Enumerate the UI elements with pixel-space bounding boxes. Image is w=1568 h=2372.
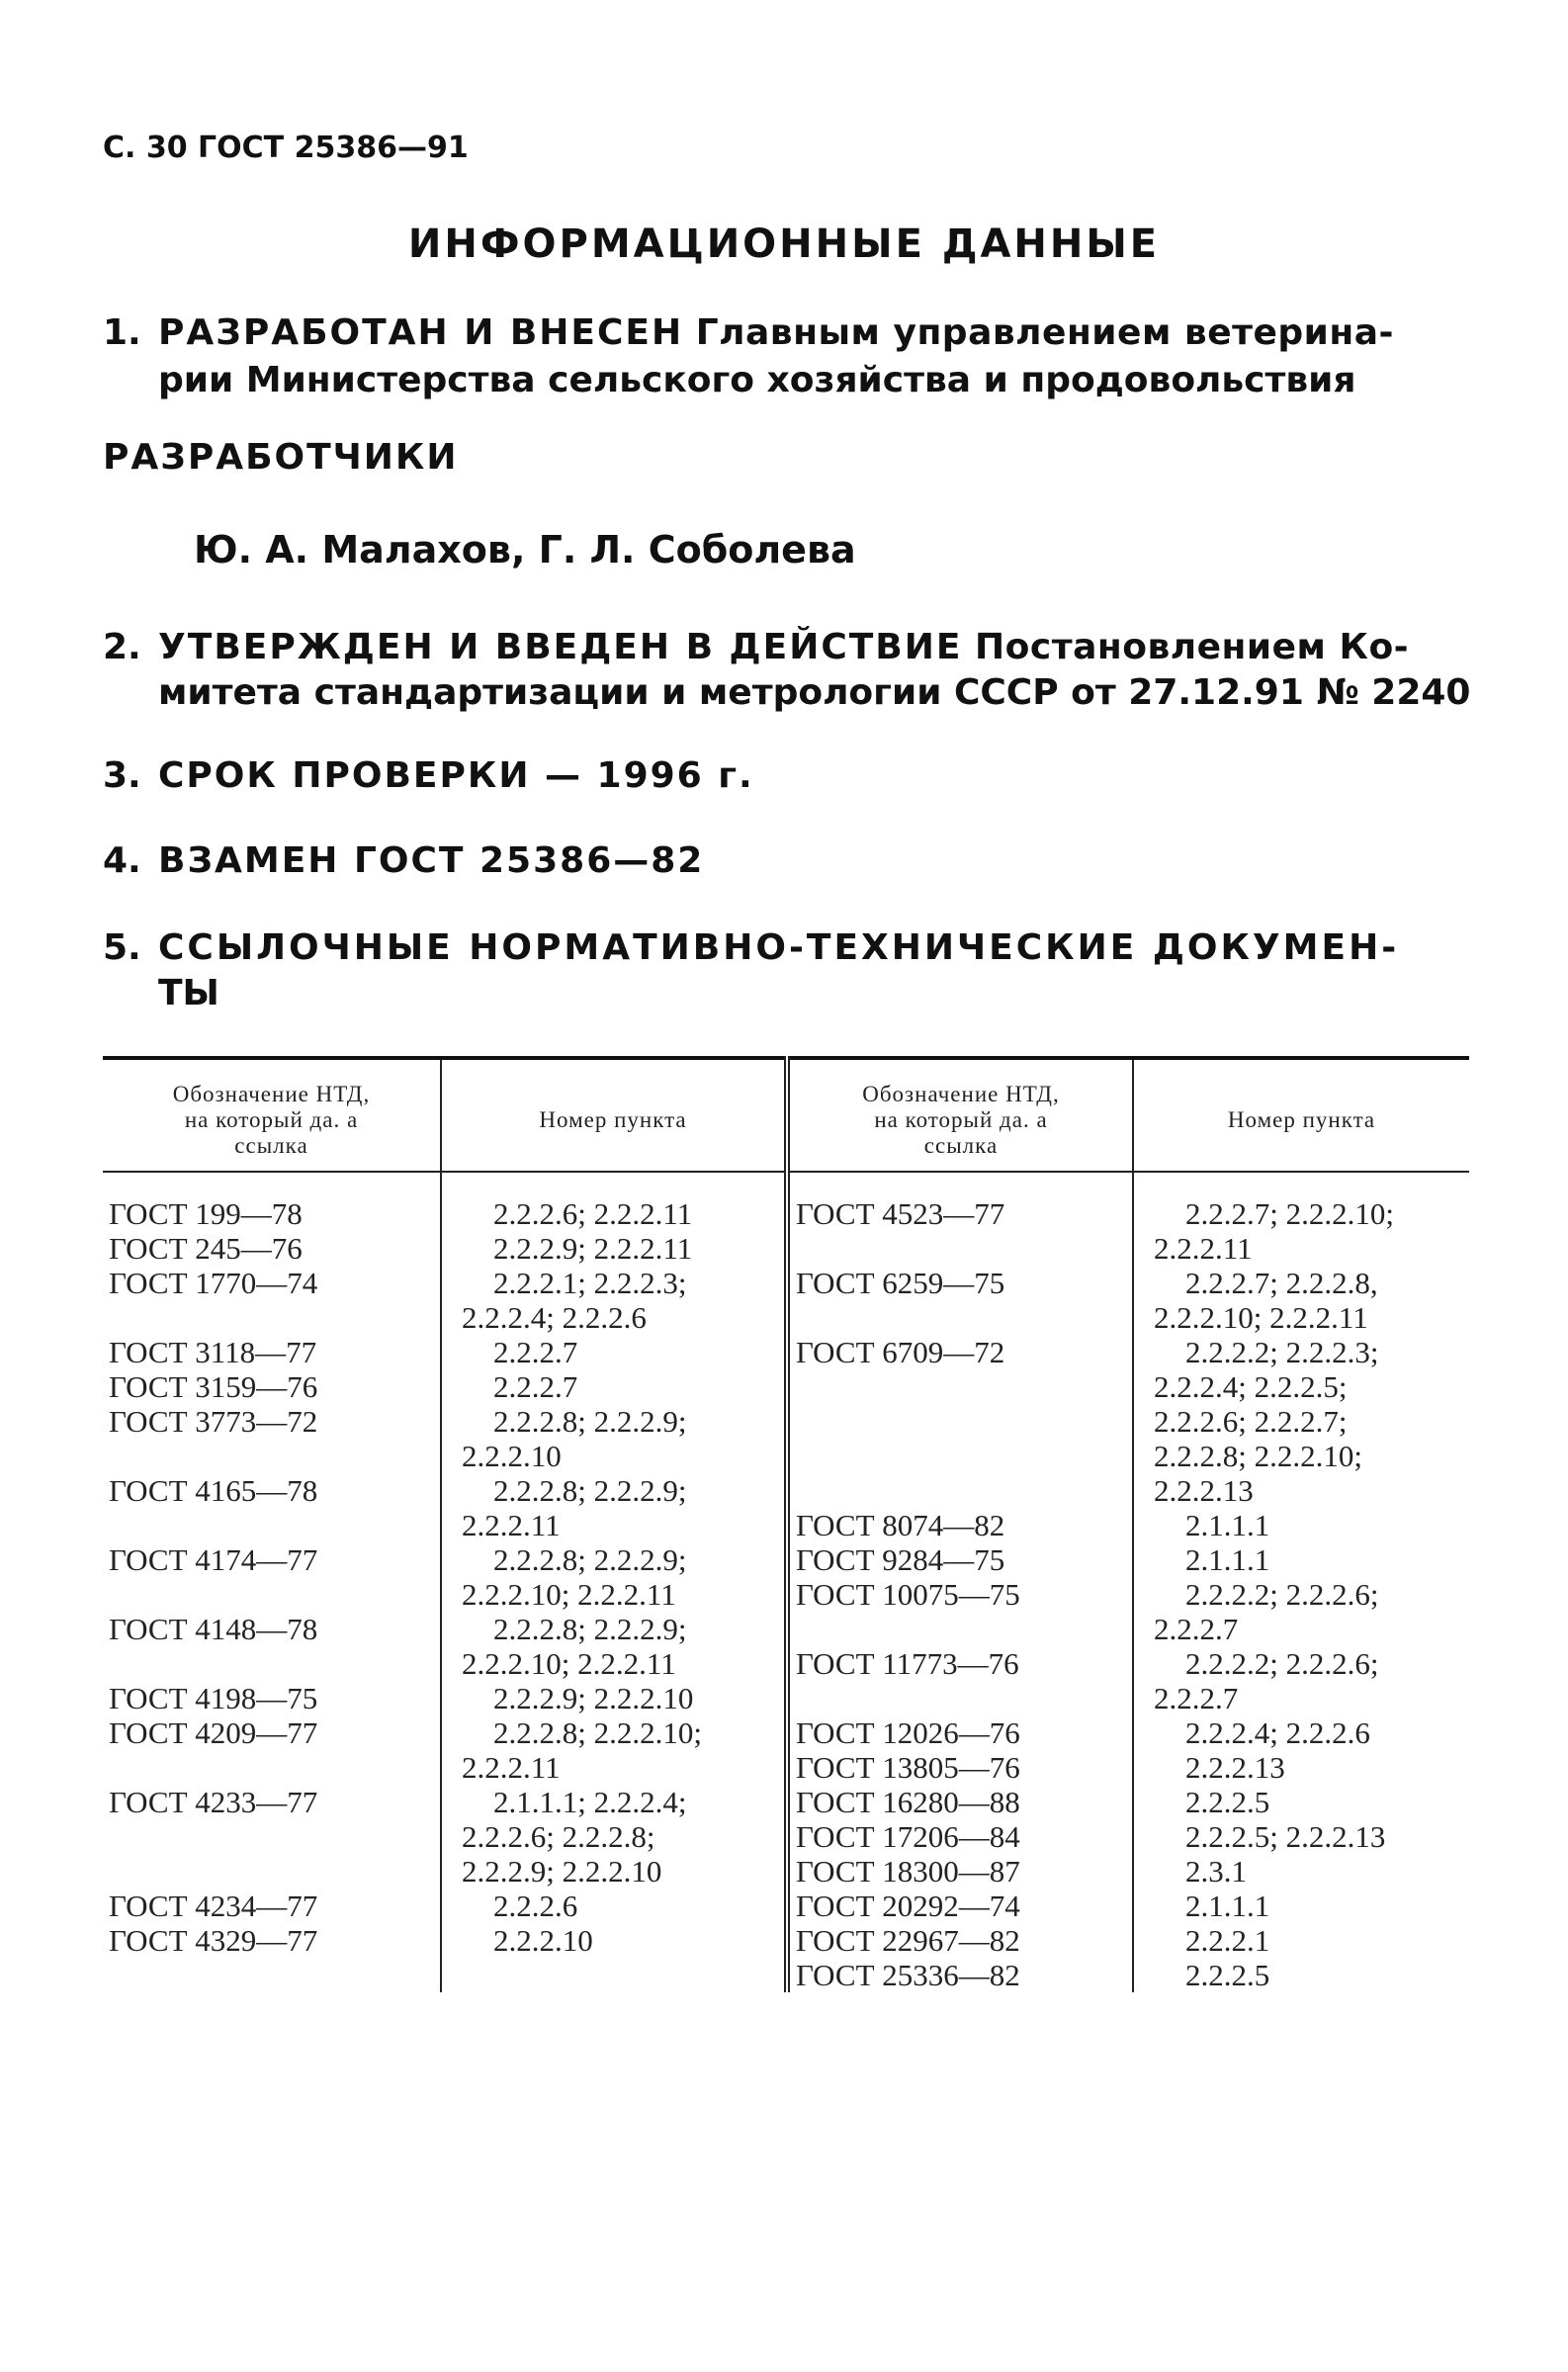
table-cell: ГОСТ 17206—84 (796, 1819, 1020, 1854)
table-cell (796, 1681, 1126, 1715)
section-heading: РАЗРАБОТАН И ВНЕСЕН (158, 312, 684, 353)
table-cell: 2.2.2.10 (462, 1439, 562, 1473)
table-cell: 2.2.2.5 (1185, 1785, 1270, 1819)
table-cell (109, 1439, 434, 1473)
table-cell: ГОСТ 11773—76 (796, 1646, 1019, 1681)
table-cell: ГОСТ 4234—77 (109, 1889, 318, 1923)
table-cell (109, 1646, 434, 1681)
table-cell: ГОСТ 25336—82 (796, 1958, 1020, 1992)
table-cell: 2.2.2.6; 2.2.2.8; (462, 1819, 655, 1854)
left-item-numbers (441, 1196, 787, 1992)
table-cell: 2.2.2.7; 2.2.2.10; (1185, 1196, 1394, 1231)
table-cell: 2.2.2.7 (493, 1369, 578, 1404)
table-cell: 2.2.2.11 (1154, 1231, 1253, 1266)
developers-label: РАЗРАБОТЧИКИ (103, 437, 459, 478)
page-header: С. 30 ГОСТ 25386—91 (103, 131, 469, 165)
table-cell (796, 1300, 1126, 1335)
reference-documents-table (103, 1056, 1469, 1992)
table-cell: 2.1.1.1 (1185, 1889, 1270, 1923)
section-heading: СРОК ПРОВЕРКИ — 1996 г. (158, 755, 754, 796)
table-cell (796, 1473, 1126, 1508)
section-5 (103, 920, 1399, 977)
table-cell (109, 1819, 434, 1854)
table-cell: 2.2.2.13 (1185, 1750, 1285, 1785)
table-cell (109, 1508, 434, 1542)
table-cell: ГОСТ 4523—77 (796, 1196, 1005, 1231)
table-cell: ГОСТ 4209—77 (109, 1715, 318, 1750)
table-cell (796, 1231, 1126, 1266)
table-cell: ГОСТ 3159—76 (109, 1369, 318, 1404)
table-cell: 2.2.2.11 (462, 1508, 561, 1542)
table-cell: ГОСТ 6709—72 (796, 1335, 1005, 1369)
table-cell: ГОСТ 3773—72 (109, 1404, 318, 1439)
table-cell (109, 1300, 434, 1335)
section-4 (103, 833, 704, 890)
section-2-continuation: митета стандартизации и метрологии СССР от 27.12.91 № 2240 (158, 672, 1471, 713)
page-title: ИНФОРМАЦИОННЫЕ ДАННЫЕ (407, 221, 1161, 267)
table-cell: 2.2.2.9; 2.2.2.10 (493, 1681, 694, 1715)
table-cell: 2.1.1.1 (1185, 1508, 1270, 1542)
table-cell: ГОСТ 4165—78 (109, 1473, 318, 1508)
table-cell (109, 1577, 434, 1612)
header-designation: Обозначение НТД, на который да. а ссылка (787, 1058, 1133, 1172)
table-cell: 2.2.2.1; 2.2.2.3; (493, 1266, 687, 1300)
table-cell: ГОСТ 199—78 (109, 1196, 303, 1231)
table-cell: 2.2.2.11 (462, 1750, 561, 1785)
table-cell: 2.2.2.6 (493, 1889, 578, 1923)
table-cell: 2.2.2.8; 2.2.2.10; (1154, 1439, 1362, 1473)
table-cell: 2.2.2.6; 2.2.2.7; (1154, 1404, 1348, 1439)
table-cell (796, 1612, 1126, 1646)
table-cell (109, 1854, 434, 1889)
table-cell (109, 1750, 434, 1785)
table-header-row (103, 1058, 1469, 1172)
table-cell: 2.2.2.4; 2.2.2.6 (462, 1300, 647, 1335)
right-designations (787, 1196, 1133, 1992)
table-cell: ГОСТ 10075—75 (796, 1577, 1020, 1612)
section-heading: УТВЕРЖДЕН И ВВЕДЕН В ДЕЙСТВИЕ (158, 627, 963, 667)
section-number: 4. (103, 840, 141, 881)
table-cell: 2.1.1.1 (1185, 1542, 1270, 1577)
section-2 (103, 619, 1409, 676)
table-cell: ГОСТ 4174—77 (109, 1542, 318, 1577)
table-cell (796, 1404, 1126, 1439)
section-heading: ССЫЛОЧНЫЕ НОРМАТИВНО-ТЕХНИЧЕСКИЕ ДОКУМЕН- (158, 927, 1400, 968)
table-cell: 2.2.2.8; 2.2.2.10; (493, 1715, 702, 1750)
table-cell (796, 1439, 1126, 1473)
table-cell: ГОСТ 12026—76 (796, 1715, 1020, 1750)
table-cell: 2.2.2.2; 2.2.2.6; (1185, 1646, 1379, 1681)
table-cell: 2.2.2.10; 2.2.2.11 (462, 1577, 676, 1612)
section-number: 1. (103, 312, 141, 353)
table-cell: 2.2.2.10; 2.2.2.11 (1154, 1300, 1368, 1335)
table-cell (796, 1369, 1126, 1404)
table-cell: 2.2.2.9; 2.2.2.11 (493, 1231, 693, 1266)
table-cell: 2.2.2.10 (493, 1923, 593, 1958)
table-cell: 2.2.2.13 (1154, 1473, 1254, 1508)
section-number: 5. (103, 927, 141, 968)
table-cell: 2.2.2.9; 2.2.2.10 (462, 1854, 662, 1889)
header-designation: Обозначение НТД, на который да. а ссылка (103, 1058, 441, 1172)
table-cell: 2.2.2.8; 2.2.2.9; (493, 1612, 687, 1646)
table-cell: ГОСТ 4198—75 (109, 1681, 318, 1715)
table-cell: 2.1.1.1; 2.2.2.4; (493, 1785, 687, 1819)
table-cell: ГОСТ 4329—77 (109, 1923, 318, 1958)
section-5-continuation: ТЫ (158, 973, 219, 1013)
table-cell: ГОСТ 3118—77 (109, 1335, 317, 1369)
section-3 (103, 747, 754, 805)
table-cell: ГОСТ 22967—82 (796, 1923, 1020, 1958)
table-cell: 2.2.2.7 (1154, 1612, 1239, 1646)
table-cell: 2.2.2.1 (1185, 1923, 1270, 1958)
table-cell: ГОСТ 9284—75 (796, 1542, 1005, 1577)
table-cell: 2.2.2.8; 2.2.2.9; (493, 1473, 687, 1508)
table-cell: 2.2.2.5 (1185, 1958, 1270, 1992)
left-designations (103, 1196, 441, 1992)
section-heading: ВЗАМЕН ГОСТ 25386—82 (158, 840, 705, 881)
table-body-row (103, 1196, 1469, 1992)
section-1 (103, 305, 1394, 362)
table-cell: 2.2.2.2; 2.2.2.3; (1185, 1335, 1379, 1369)
table-cell: 2.2.2.7 (493, 1335, 578, 1369)
right-item-numbers (1133, 1196, 1469, 1992)
table-cell: 2.2.2.7; 2.2.2.8, (1185, 1266, 1378, 1300)
section-1-continuation: рии Министерства сельского хозяйства и продовольствия (158, 360, 1356, 400)
table-cell: ГОСТ 16280—88 (796, 1785, 1020, 1819)
table-cell: ГОСТ 13805—76 (796, 1750, 1020, 1785)
table-cell: ГОСТ 1770—74 (109, 1266, 318, 1300)
header-item-number: Номер пункта (441, 1058, 787, 1172)
table-cell: 2.2.2.10; 2.2.2.11 (462, 1646, 676, 1681)
table-cell: ГОСТ 20292—74 (796, 1889, 1020, 1923)
table-cell: 2.2.2.8; 2.2.2.9; (493, 1404, 687, 1439)
section-number: 2. (103, 627, 141, 667)
table-cell: ГОСТ 18300—87 (796, 1854, 1020, 1889)
table-cell: 2.2.2.2; 2.2.2.6; (1185, 1577, 1379, 1612)
section-text: Главным управлением ветерина- (695, 312, 1394, 353)
table-cell: ГОСТ 245—76 (109, 1231, 303, 1266)
developers-names: Ю. А. Малахов, Г. Л. Соболева (194, 528, 856, 571)
table-cell: ГОСТ 4148—78 (109, 1612, 318, 1646)
table-cell: ГОСТ 8074—82 (796, 1508, 1005, 1542)
table-cell: 2.2.2.8; 2.2.2.9; (493, 1542, 687, 1577)
table-cell: 2.2.2.4; 2.2.2.5; (1154, 1369, 1348, 1404)
table-cell: ГОСТ 6259—75 (796, 1266, 1005, 1300)
table-cell: 2.2.2.4; 2.2.2.6 (1185, 1715, 1370, 1750)
header-item-number: Номер пункта (1133, 1058, 1469, 1172)
section-text: Постановлением Ко- (975, 627, 1410, 667)
table-cell: ГОСТ 4233—77 (109, 1785, 318, 1819)
section-number: 3. (103, 755, 141, 796)
table-cell: 2.3.1 (1185, 1854, 1247, 1889)
table-cell: 2.2.2.6; 2.2.2.11 (493, 1196, 693, 1231)
table-cell: 2.2.2.7 (1154, 1681, 1239, 1715)
table-cell: 2.2.2.5; 2.2.2.13 (1185, 1819, 1386, 1854)
